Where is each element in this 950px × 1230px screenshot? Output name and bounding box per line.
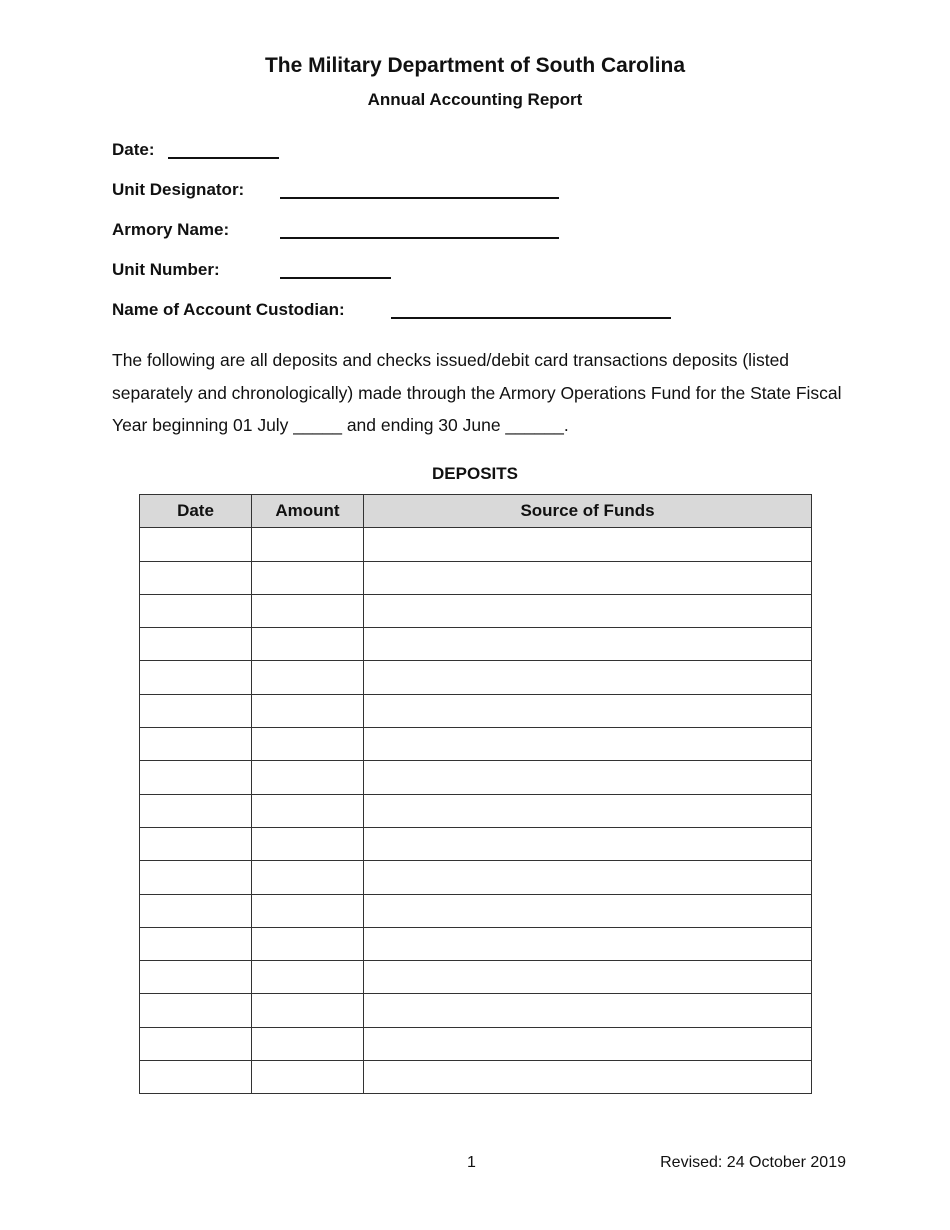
table-cell-amount[interactable]: [252, 994, 364, 1027]
table-cell-date[interactable]: [140, 661, 252, 694]
table-cell-date[interactable]: [140, 1061, 252, 1094]
table-cell-amount[interactable]: [252, 694, 364, 727]
table-cell-date[interactable]: [140, 628, 252, 661]
deposits-table-body: [140, 528, 812, 1094]
table-row: [140, 1027, 812, 1060]
table-cell-date[interactable]: [140, 1027, 252, 1060]
table-cell-source-of-funds[interactable]: [364, 694, 812, 727]
table-cell-source-of-funds[interactable]: [364, 1061, 812, 1094]
table-header-row: [140, 495, 812, 528]
table-cell-source-of-funds[interactable]: [364, 961, 812, 994]
column-header-amount: Amount: [252, 495, 364, 528]
table-row: [140, 894, 812, 927]
field-unit-number-label: Unit Number:: [112, 260, 220, 279]
table-cell-amount[interactable]: [252, 661, 364, 694]
table-cell-amount[interactable]: [252, 728, 364, 761]
table-row: [140, 628, 812, 661]
table-row: [140, 528, 812, 561]
table-cell-amount[interactable]: [252, 861, 364, 894]
field-unit-designator-label: Unit Designator:: [112, 180, 245, 199]
table-cell-date[interactable]: [140, 728, 252, 761]
table-row: [140, 861, 812, 894]
field-armory-name-label: Armory Name:: [112, 220, 230, 239]
field-armory-name-line[interactable]: [280, 237, 559, 239]
table-cell-source-of-funds[interactable]: [364, 827, 812, 860]
revised-date: Revised: 24 October 2019: [660, 1154, 846, 1171]
table-cell-date[interactable]: [140, 961, 252, 994]
table-row: [140, 694, 812, 727]
table-cell-amount[interactable]: [252, 761, 364, 794]
table-cell-source-of-funds[interactable]: [364, 561, 812, 594]
table-row: [140, 661, 812, 694]
table-cell-date[interactable]: [140, 827, 252, 860]
table-row: [140, 728, 812, 761]
deposits-table: [139, 494, 812, 1094]
table-cell-amount[interactable]: [252, 594, 364, 627]
page-title: The Military Department of South Carolina: [264, 54, 686, 77]
intro-text: The following are all deposits and checks issued/debit card transactions deposits (listed separately and chronologically) made through the Armory Operations Fund for the State Fiscal Year beginning 01 July _____ and ending 30 June ______.: [112, 350, 842, 435]
table-cell-amount[interactable]: [252, 894, 364, 927]
field-unit-number-line[interactable]: [280, 277, 391, 279]
table-cell-date[interactable]: [140, 894, 252, 927]
table-row: [140, 827, 812, 860]
table-cell-source-of-funds[interactable]: [364, 528, 812, 561]
page-subtitle: Annual Accounting Report: [367, 90, 583, 109]
table-cell-amount[interactable]: [252, 1027, 364, 1060]
table-cell-amount[interactable]: [252, 794, 364, 827]
table-cell-source-of-funds[interactable]: [364, 927, 812, 960]
table-cell-date[interactable]: [140, 694, 252, 727]
table-cell-date[interactable]: [140, 994, 252, 1027]
table-cell-amount[interactable]: [252, 1061, 364, 1094]
table-cell-source-of-funds[interactable]: [364, 894, 812, 927]
table-cell-source-of-funds[interactable]: [364, 594, 812, 627]
field-account-custodian-line[interactable]: [391, 317, 671, 319]
deposits-title: DEPOSITS: [432, 464, 518, 483]
table-cell-source-of-funds[interactable]: [364, 994, 812, 1027]
field-date-label: Date:: [112, 140, 155, 159]
table-row: [140, 1061, 812, 1094]
table-cell-source-of-funds[interactable]: [364, 728, 812, 761]
page-number: 1: [467, 1154, 476, 1171]
table-cell-date[interactable]: [140, 528, 252, 561]
table-cell-amount[interactable]: [252, 528, 364, 561]
table-row: [140, 961, 812, 994]
table-cell-amount[interactable]: [252, 628, 364, 661]
table-cell-source-of-funds[interactable]: [364, 661, 812, 694]
table-row: [140, 561, 812, 594]
table-cell-date[interactable]: [140, 761, 252, 794]
table-cell-source-of-funds[interactable]: [364, 1027, 812, 1060]
table-cell-amount[interactable]: [252, 561, 364, 594]
table-cell-source-of-funds[interactable]: [364, 628, 812, 661]
table-cell-source-of-funds[interactable]: [364, 794, 812, 827]
intro-paragraph: [112, 344, 852, 442]
table-row: [140, 594, 812, 627]
table-row: [140, 794, 812, 827]
table-cell-date[interactable]: [140, 561, 252, 594]
table-row: [140, 927, 812, 960]
table-row: [140, 761, 812, 794]
table-cell-amount[interactable]: [252, 827, 364, 860]
field-unit-designator-line[interactable]: [280, 197, 559, 199]
table-cell-date[interactable]: [140, 594, 252, 627]
table-cell-source-of-funds[interactable]: [364, 761, 812, 794]
field-account-custodian-label: Name of Account Custodian:: [112, 300, 345, 319]
table-cell-source-of-funds[interactable]: [364, 861, 812, 894]
table-row: [140, 994, 812, 1027]
table-cell-date[interactable]: [140, 794, 252, 827]
column-header-date: Date: [140, 495, 252, 528]
field-date-line[interactable]: [168, 157, 279, 159]
table-cell-amount[interactable]: [252, 927, 364, 960]
table-cell-date[interactable]: [140, 861, 252, 894]
table-cell-amount[interactable]: [252, 961, 364, 994]
column-header-source-of-funds: Source of Funds: [364, 495, 812, 528]
table-cell-date[interactable]: [140, 927, 252, 960]
